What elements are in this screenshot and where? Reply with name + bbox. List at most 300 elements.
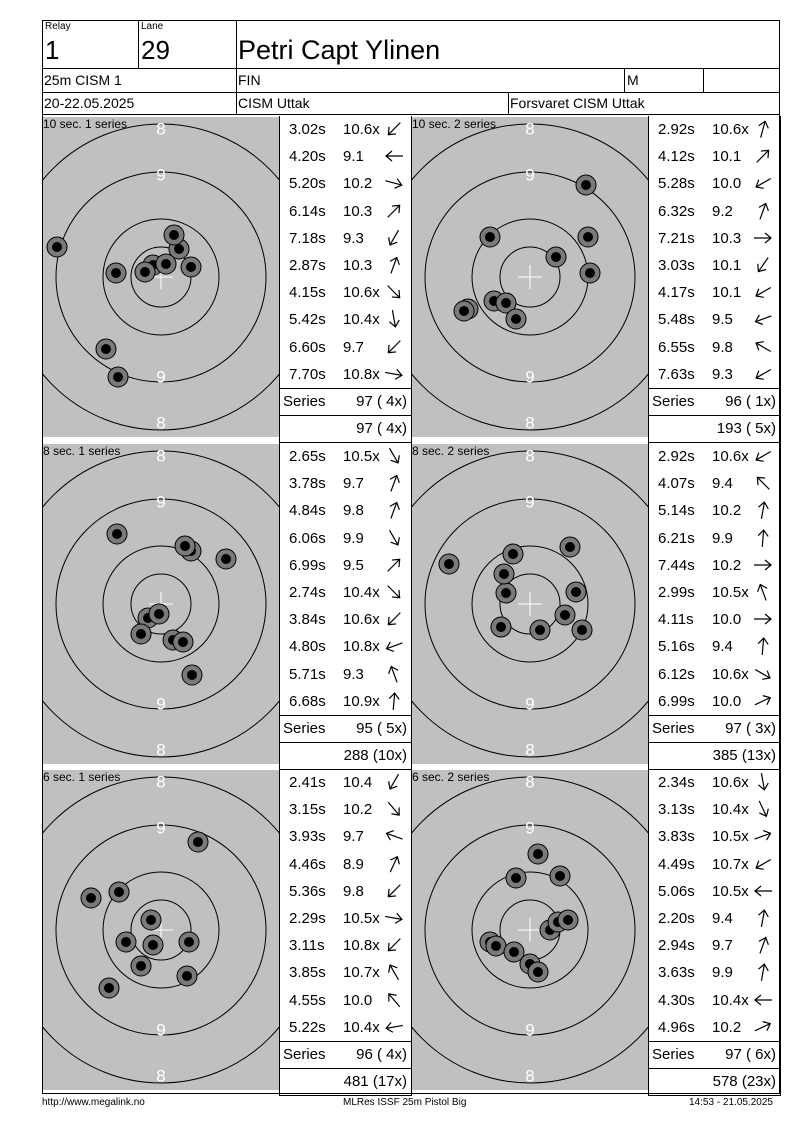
shot-score: 9.5 — [343, 557, 364, 574]
ring-label: 9 — [525, 818, 535, 838]
shot-row — [279, 306, 411, 333]
ring-label: 8 — [525, 413, 535, 433]
shot-direction-arrow-icon — [752, 173, 774, 193]
shot-row — [648, 143, 780, 170]
shot-hole — [108, 367, 128, 387]
shot-row — [279, 796, 411, 823]
shot-hole — [149, 604, 169, 624]
shot-score: 10.3 — [712, 230, 742, 247]
shot-direction-arrow-icon — [383, 473, 405, 493]
shot-hole — [491, 617, 511, 637]
target-panel — [43, 770, 279, 1090]
organizer: Forsvaret CISM Uttak — [510, 95, 645, 111]
shot-hole — [528, 844, 548, 864]
shot-row — [279, 252, 411, 279]
shot-direction-arrow-icon — [383, 990, 405, 1010]
shot-row — [279, 116, 411, 143]
shot-time: 6.55s — [658, 339, 695, 356]
lane-number: 29 — [141, 35, 170, 65]
ring-label: 8 — [525, 1066, 535, 1086]
ring-label: 9 — [525, 694, 535, 714]
table-divider — [648, 1041, 781, 1042]
series-label: Series — [283, 393, 326, 410]
shot-score: 10.6x — [343, 121, 380, 138]
shot-score: 10.5x — [712, 584, 749, 601]
shot-row — [279, 688, 411, 715]
shot-score: 10.8x — [343, 638, 380, 655]
shot-row — [648, 987, 780, 1014]
shot-row — [279, 552, 411, 579]
shot-hole — [546, 247, 566, 267]
shot-row — [648, 796, 780, 823]
shot-time: 5.16s — [658, 638, 695, 655]
series-title: 6 sec. 2 series — [412, 770, 490, 784]
shot-direction-arrow-icon — [752, 364, 774, 384]
shot-hole — [106, 263, 126, 283]
series-title: 8 sec. 2 series — [412, 444, 490, 458]
shot-direction-arrow-icon — [383, 337, 405, 357]
ring-label: 9 — [525, 367, 535, 387]
running-total: 193 ( 5x) — [716, 420, 776, 437]
table-divider — [279, 415, 412, 416]
shot-score: 10.5x — [343, 448, 380, 465]
shot-direction-arrow-icon — [383, 772, 405, 792]
shot-row — [279, 661, 411, 688]
shot-row — [279, 334, 411, 361]
ring-label: 8 — [156, 740, 166, 760]
shot-direction-arrow-icon — [383, 255, 405, 275]
table-divider — [279, 715, 412, 716]
shot-row — [648, 306, 780, 333]
shot-row — [648, 334, 780, 361]
series-total: 96 ( 4x) — [356, 1046, 407, 1063]
shot-score: 10.5x — [343, 910, 380, 927]
shot-score: 9.9 — [343, 530, 364, 547]
shot-row — [648, 116, 780, 143]
shot-score: 9.8 — [343, 502, 364, 519]
shot-score: 10.4x — [343, 311, 380, 328]
shot-time: 6.06s — [289, 530, 326, 547]
shot-time: 4.84s — [289, 502, 326, 519]
target-face — [43, 444, 279, 764]
shot-time: 3.83s — [658, 828, 695, 845]
shot-score: 10.2 — [343, 175, 373, 192]
series-title: 10 sec. 2 series — [412, 117, 497, 131]
running-total: 288 (10x) — [343, 747, 407, 764]
target-face — [43, 770, 279, 1090]
shot-time: 5.36s — [289, 883, 326, 900]
target-face — [412, 117, 648, 437]
shot-score: 9.9 — [712, 530, 733, 547]
shot-time: 3.11s — [289, 937, 325, 954]
shot-direction-arrow-icon — [383, 500, 405, 520]
shot-time: 4.30s — [658, 992, 695, 1009]
shot-score: 8.9 — [343, 856, 364, 873]
shot-row — [279, 905, 411, 932]
shot-table — [279, 116, 411, 442]
shooter-name: Petri Capt Ylinen — [238, 35, 441, 65]
shot-row — [279, 225, 411, 252]
shot-table — [648, 116, 780, 442]
series-title: 6 sec. 1 series — [43, 770, 121, 784]
relay-label: Relay — [45, 21, 71, 32]
shot-score: 10.6x — [712, 448, 749, 465]
shot-hole — [566, 582, 586, 602]
shot-hole — [486, 936, 506, 956]
shot-score: 10.7x — [343, 964, 380, 981]
shot-row — [648, 823, 780, 850]
shot-direction-arrow-icon — [752, 1017, 774, 1037]
shot-score: 9.5 — [712, 311, 733, 328]
shot-row — [648, 905, 780, 932]
shot-row — [279, 959, 411, 986]
shot-direction-arrow-icon — [383, 582, 405, 602]
shot-hole — [188, 832, 208, 852]
shot-row — [279, 170, 411, 197]
shot-hole — [496, 583, 516, 603]
competition: CISM Uttak — [238, 95, 310, 111]
shot-row — [279, 851, 411, 878]
shot-time: 7.70s — [289, 366, 326, 383]
shot-hole — [439, 554, 459, 574]
shot-score: 10.7x — [712, 856, 749, 873]
shot-time: 2.29s — [289, 910, 326, 927]
series-label: Series — [652, 393, 695, 410]
shot-direction-arrow-icon — [752, 609, 774, 629]
shot-direction-arrow-icon — [752, 119, 774, 139]
running-total: 481 (17x) — [343, 1073, 407, 1090]
shot-hole — [181, 257, 201, 277]
nation: FIN — [238, 72, 261, 88]
series-label: Series — [652, 1046, 695, 1063]
shot-hole — [572, 620, 592, 640]
ring-label: 8 — [156, 772, 166, 792]
shot-direction-arrow-icon — [383, 935, 405, 955]
shot-row — [648, 661, 780, 688]
shot-score: 9.3 — [712, 366, 733, 383]
shot-score: 10.1 — [712, 284, 742, 301]
shot-direction-arrow-icon — [752, 854, 774, 874]
shot-time: 4.12s — [658, 148, 695, 165]
shot-hole — [99, 978, 119, 998]
shot-direction-arrow-icon — [383, 1017, 405, 1037]
ring-label: 9 — [525, 165, 535, 185]
shot-time: 3.63s — [658, 964, 695, 981]
shot-row — [279, 579, 411, 606]
series-total: 95 ( 5x) — [356, 720, 407, 737]
shot-time: 3.84s — [289, 611, 326, 628]
shot-time: 3.78s — [289, 475, 326, 492]
shot-time: 3.85s — [289, 964, 326, 981]
shot-table — [648, 443, 780, 769]
ring-label: 9 — [156, 492, 166, 512]
shot-time: 6.12s — [658, 666, 695, 683]
shot-row — [279, 932, 411, 959]
shot-row — [279, 443, 411, 470]
shot-time: 5.71s — [289, 666, 326, 683]
relay-number: 1 — [45, 35, 60, 65]
running-total: 97 ( 4x) — [356, 420, 407, 437]
shot-time: 4.46s — [289, 856, 326, 873]
target-face — [412, 770, 648, 1090]
shot-hole — [580, 263, 600, 283]
table-divider — [648, 415, 781, 416]
shot-direction-arrow-icon — [383, 854, 405, 874]
target-panel — [43, 117, 279, 437]
shot-row — [279, 878, 411, 905]
shot-row — [648, 198, 780, 225]
shot-direction-arrow-icon — [752, 799, 774, 819]
shot-direction-arrow-icon — [383, 664, 405, 684]
shot-score: 9.7 — [343, 475, 364, 492]
shot-row — [648, 361, 780, 388]
shot-direction-arrow-icon — [383, 528, 405, 548]
ring-label: 8 — [156, 446, 166, 466]
shot-row — [279, 497, 411, 524]
footer-url[interactable]: http://www.megalink.no — [42, 1097, 145, 1108]
shot-hole — [107, 524, 127, 544]
shot-direction-arrow-icon — [383, 691, 405, 711]
shot-direction-arrow-icon — [752, 282, 774, 302]
series-label: Series — [652, 720, 695, 737]
shot-score: 9.8 — [712, 339, 733, 356]
shot-direction-arrow-icon — [752, 337, 774, 357]
shot-score: 10.4x — [343, 584, 380, 601]
shot-score: 10.4x — [712, 801, 749, 818]
ring-label: 9 — [156, 1020, 166, 1040]
shot-hole — [528, 962, 548, 982]
shot-score: 10.0 — [712, 693, 742, 710]
shot-hole — [143, 935, 163, 955]
shot-hole — [576, 175, 596, 195]
shot-time: 4.80s — [289, 638, 326, 655]
shot-row — [279, 987, 411, 1014]
shot-time: 2.41s — [289, 774, 326, 791]
shot-time: 4.20s — [289, 148, 326, 165]
table-divider — [648, 388, 781, 389]
shot-time: 7.21s — [658, 230, 695, 247]
shot-time: 4.55s — [289, 992, 326, 1009]
table-divider — [279, 1041, 412, 1042]
shot-time: 5.28s — [658, 175, 695, 192]
shot-direction-arrow-icon — [752, 935, 774, 955]
table-divider — [780, 116, 781, 442]
shot-hole — [179, 932, 199, 952]
shot-hole — [550, 866, 570, 886]
shot-row — [279, 470, 411, 497]
shot-direction-arrow-icon — [752, 636, 774, 656]
shot-score: 10.3 — [343, 203, 373, 220]
ring-label: 9 — [156, 367, 166, 387]
shot-direction-arrow-icon — [383, 228, 405, 248]
shot-direction-arrow-icon — [752, 664, 774, 684]
ring-label: 9 — [156, 818, 166, 838]
dates: 20-22.05.2025 — [44, 95, 135, 111]
shot-score: 10.4x — [712, 992, 749, 1009]
shot-direction-arrow-icon — [383, 282, 405, 302]
shot-row — [648, 688, 780, 715]
footer-rule — [42, 1093, 780, 1094]
shot-time: 7.44s — [658, 557, 695, 574]
shot-time: 3.93s — [289, 828, 326, 845]
shot-direction-arrow-icon — [752, 528, 774, 548]
shot-hole — [164, 225, 184, 245]
shot-hole — [506, 868, 526, 888]
target-face — [43, 117, 279, 437]
shot-time: 2.34s — [658, 774, 695, 791]
shot-time: 6.68s — [289, 693, 326, 710]
shot-time: 2.92s — [658, 121, 695, 138]
shot-time: 6.32s — [658, 203, 695, 220]
shot-row — [279, 633, 411, 660]
shot-score: 10.5x — [712, 828, 749, 845]
gender: M — [627, 72, 639, 88]
shot-hole — [175, 536, 195, 556]
shot-hole — [530, 620, 550, 640]
shot-direction-arrow-icon — [383, 201, 405, 221]
target-face — [412, 444, 648, 764]
shot-direction-arrow-icon — [752, 691, 774, 711]
shot-hole — [141, 910, 161, 930]
shot-time: 2.92s — [658, 448, 695, 465]
shot-direction-arrow-icon — [383, 881, 405, 901]
shot-direction-arrow-icon — [752, 908, 774, 928]
shot-hole — [503, 544, 523, 564]
shot-score: 10.6x — [712, 666, 749, 683]
shot-direction-arrow-icon — [383, 555, 405, 575]
shot-direction-arrow-icon — [383, 173, 405, 193]
shot-hole — [156, 254, 176, 274]
table-divider — [648, 1095, 781, 1096]
shot-score: 9.4 — [712, 475, 733, 492]
shot-time: 2.99s — [658, 584, 695, 601]
ring-label: 8 — [156, 1066, 166, 1086]
shot-row — [648, 443, 780, 470]
footer-timestamp: 14:53 - 21.05.2025 — [689, 1097, 773, 1108]
shot-score: 10.1 — [712, 257, 742, 274]
table-divider — [780, 769, 781, 1095]
shot-row — [279, 361, 411, 388]
shot-direction-arrow-icon — [383, 309, 405, 329]
shot-score: 9.2 — [712, 203, 733, 220]
shot-direction-arrow-icon — [752, 826, 774, 846]
shot-row — [648, 225, 780, 252]
footer-software: MLRes ISSF 25m Pistol Big — [343, 1097, 467, 1108]
shot-row — [648, 170, 780, 197]
event-name: 25m CISM 1 — [44, 72, 122, 88]
shot-score: 10.6x — [343, 284, 380, 301]
shot-score: 10.3 — [343, 257, 373, 274]
shot-time: 3.15s — [289, 801, 326, 818]
shot-direction-arrow-icon — [383, 364, 405, 384]
shot-direction-arrow-icon — [752, 473, 774, 493]
shot-row — [279, 1014, 411, 1041]
shot-score: 9.9 — [712, 964, 733, 981]
shot-hole — [216, 549, 236, 569]
shot-direction-arrow-icon — [383, 908, 405, 928]
shot-row — [279, 525, 411, 552]
ring-label: 8 — [525, 740, 535, 760]
shot-score: 10.2 — [712, 502, 742, 519]
shot-time: 2.20s — [658, 910, 695, 927]
shot-row — [648, 579, 780, 606]
shot-direction-arrow-icon — [383, 119, 405, 139]
shot-score: 10.9x — [343, 693, 380, 710]
table-divider — [780, 443, 781, 769]
shot-time: 2.65s — [289, 448, 326, 465]
shot-row — [279, 143, 411, 170]
shot-score: 9.7 — [343, 339, 364, 356]
shot-time: 2.74s — [289, 584, 326, 601]
shot-row — [648, 525, 780, 552]
shot-row — [648, 1014, 780, 1041]
ring-label: 9 — [156, 694, 166, 714]
shot-direction-arrow-icon — [752, 255, 774, 275]
shot-score: 10.2 — [343, 801, 373, 818]
shot-hole — [177, 966, 197, 986]
shot-score: 10.2 — [712, 557, 742, 574]
shot-score: 10.8x — [343, 366, 380, 383]
table-divider — [648, 715, 781, 716]
shot-row — [279, 279, 411, 306]
shot-direction-arrow-icon — [383, 962, 405, 982]
shot-direction-arrow-icon — [752, 881, 774, 901]
shot-direction-arrow-icon — [383, 446, 405, 466]
shot-time: 2.94s — [658, 937, 695, 954]
table-divider — [279, 742, 412, 743]
shot-direction-arrow-icon — [752, 446, 774, 466]
shot-time: 3.02s — [289, 121, 326, 138]
target-panel — [412, 770, 648, 1090]
series-title: 10 sec. 1 series — [43, 117, 128, 131]
shot-time: 5.22s — [289, 1019, 326, 1036]
shot-score: 10.0 — [712, 175, 742, 192]
shot-row — [648, 497, 780, 524]
series-title: 8 sec. 1 series — [43, 444, 121, 458]
shot-time: 6.14s — [289, 203, 326, 220]
shot-time: 7.18s — [289, 230, 326, 247]
shot-score: 9.4 — [712, 638, 733, 655]
shot-hole — [578, 227, 598, 247]
shot-score: 10.8x — [343, 937, 380, 954]
series-total: 97 ( 6x) — [725, 1046, 776, 1063]
shot-time: 5.42s — [289, 311, 326, 328]
shot-direction-arrow-icon — [383, 636, 405, 656]
shot-hole — [182, 665, 202, 685]
shot-table — [279, 443, 411, 769]
shot-direction-arrow-icon — [383, 826, 405, 846]
shot-row — [648, 851, 780, 878]
shot-hole — [494, 564, 514, 584]
target-panel — [43, 444, 279, 764]
shot-score: 10.5x — [712, 883, 749, 900]
shot-row — [648, 633, 780, 660]
shot-time: 6.99s — [289, 557, 326, 574]
shot-score: 10.1 — [712, 148, 742, 165]
ring-label: 8 — [156, 413, 166, 433]
running-total: 385 (13x) — [712, 747, 776, 764]
shot-time: 5.20s — [289, 175, 326, 192]
shot-hole — [454, 301, 474, 321]
table-divider — [648, 742, 781, 743]
shot-direction-arrow-icon — [383, 609, 405, 629]
shot-hole — [81, 888, 101, 908]
shot-time: 4.07s — [658, 475, 695, 492]
target-panel — [412, 444, 648, 764]
shot-row — [279, 769, 411, 796]
shot-score: 10.2 — [712, 1019, 742, 1036]
series-total: 97 ( 4x) — [356, 393, 407, 410]
